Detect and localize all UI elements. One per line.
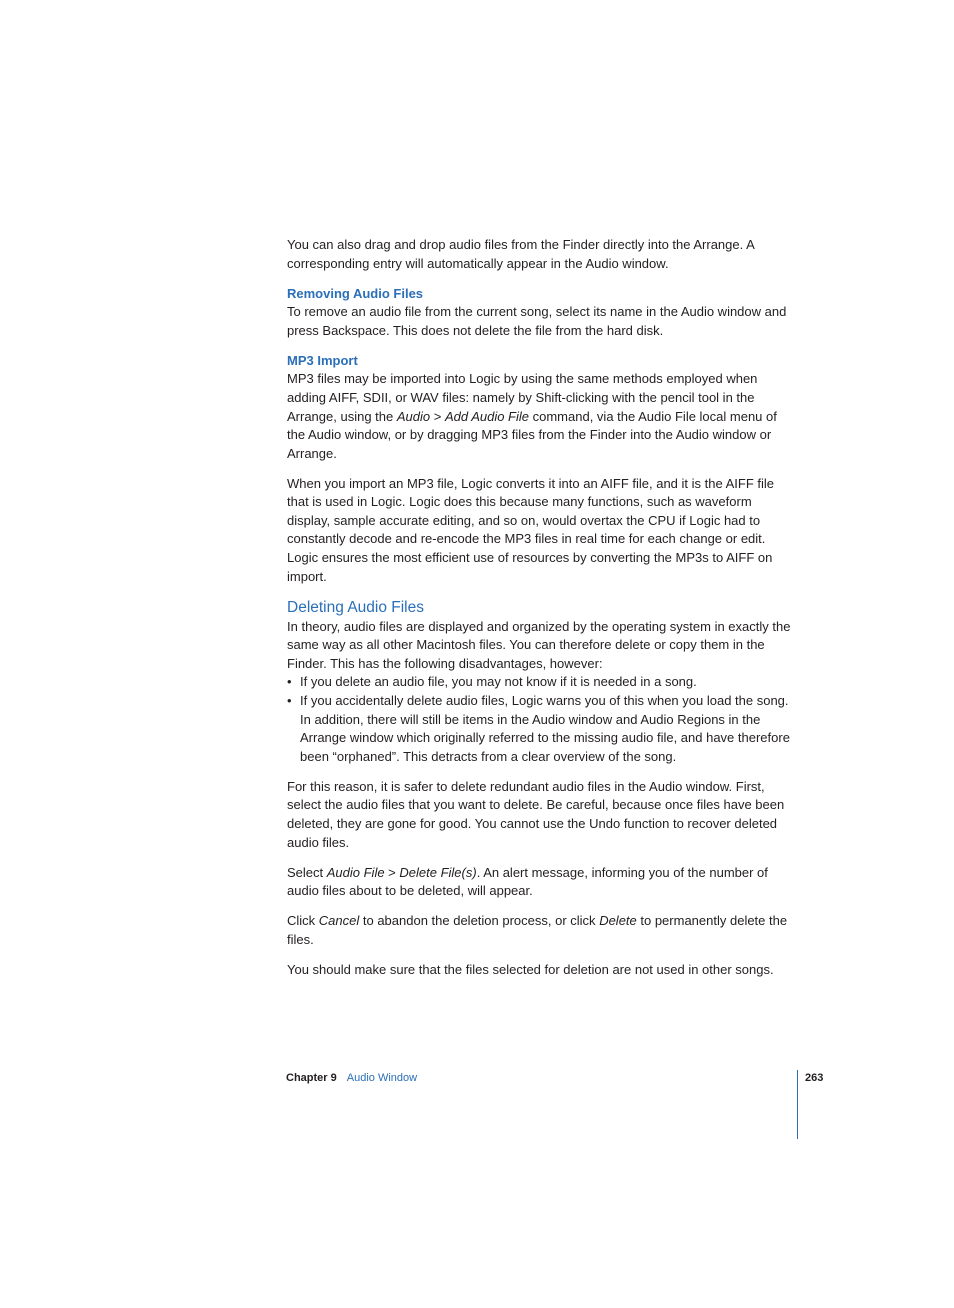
click-text-part: to abandon the deletion process, or click <box>359 913 600 929</box>
disadvantages-list <box>287 673 797 766</box>
list-item-text: If you delete an audio file, you may not know if it is needed in a song. <box>300 674 697 690</box>
list-item-text: If you accidentally delete audio files, Logic warns you of this when you load the song. In addition, there will still be items in the Audio window and Audio Regions in the Arrange window which originally referred to the missing audio file, and have therefore been “orphaned”. This detracts from a clear overview of the song. <box>300 693 790 764</box>
select-delete-paragraph <box>287 864 797 901</box>
bullet-symbol: • <box>287 674 292 690</box>
bullet-symbol: • <box>287 693 292 709</box>
mp3-import-paragraph <box>287 370 797 463</box>
deleting-intro-paragraph: In theory, audio files are displayed and organized by the operating system in exactly the same way as all other Macintosh files. You can therefore delete or copy them in the Finder. This has the following disadvantages, however: <box>287 618 791 671</box>
menu-audio-file: Audio File <box>326 864 385 880</box>
chapter-title: Audio Window <box>346 1072 418 1084</box>
list-item <box>287 692 797 766</box>
mp3-conversion-paragraph: When you import an MP3 file, Logic converts it into an AIFF file, and it is the AIFF file that is used in Logic. Logic does this because many functions, such as waveform display, sample accurate editing, and so on, would overtax the CPU if Logic had to constantly decode and re-encode the MP3 files in real time for each change or edit. Logic ensures the most efficient use of resources by converting the MP3s to AIFF on import. <box>287 475 774 584</box>
cancel-term: Cancel <box>318 913 360 929</box>
menu-add-audio-file: Add Audio File <box>444 408 530 424</box>
menu-audio: Audio <box>396 408 431 424</box>
footer-chapter <box>286 1070 417 1086</box>
removing-audio-files-heading: Removing Audio Files <box>287 285 424 301</box>
page-number: 263 <box>805 1072 824 1084</box>
footer-divider <box>797 1070 798 1139</box>
mp3-text-part: command, via the Audio File local menu of the Audio window, or by dragging MP3 files from the Finder into the Audio window or Arrange. <box>287 408 777 461</box>
mp3-import-heading: MP3 Import <box>287 352 358 368</box>
select-text-part: Select <box>287 864 327 880</box>
page-body <box>287 236 797 991</box>
mp3-text-part: MP3 files may be imported into Logic by using the same methods employed when adding AIFF, SDII, or WAV files: namely by Shift-clicking with the pencil tool in the Arrange, using the <box>287 371 758 424</box>
deleting-audio-files-heading: Deleting Audio Files <box>287 598 424 616</box>
menu-delete-files: Delete File(s) <box>399 864 477 880</box>
list-item <box>287 673 797 692</box>
mp3-text-separator: > <box>430 408 445 424</box>
delete-term: Delete <box>599 913 637 929</box>
removing-audio-files-paragraph: To remove an audio file from the current song, select its name in the Audio window and press Backspace. This does not delete the file from the hard disk. <box>287 304 787 338</box>
click-text-part: Click <box>287 913 319 929</box>
click-text-part: to permanently delete the files. <box>287 913 788 947</box>
click-cancel-delete-paragraph <box>287 912 797 949</box>
final-note-paragraph: You should make sure that the files selected for deletion are not used in other songs. <box>287 961 774 977</box>
delete-reason-paragraph: For this reason, it is safer to delete redundant audio files in the Audio window. First, select the audio files that you want to delete. Be careful, because once files have been deleted, they are gone for good. You cannot use the Undo function to recover deleted audio files. <box>287 778 785 850</box>
chapter-label: Chapter 9 <box>286 1072 337 1084</box>
select-text-part: . An alert message, informing you of the number of audio files about to be deleted, will appear. <box>287 864 768 899</box>
intro-paragraph: You can also drag and drop audio files from the Finder directly into the Arrange. A corresponding entry will automatically appear in the Audio window. <box>287 237 755 271</box>
select-text-separator: > <box>384 864 400 880</box>
